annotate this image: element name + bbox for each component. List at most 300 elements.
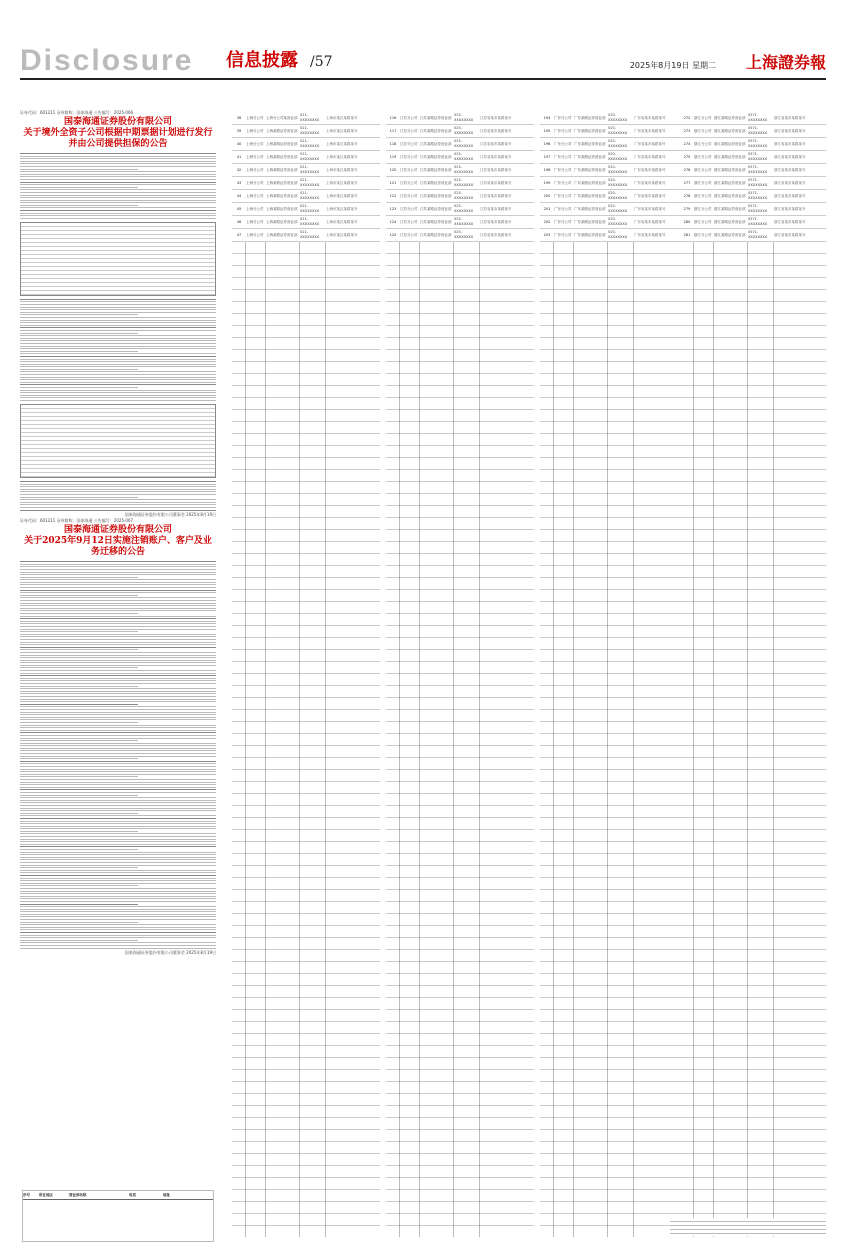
- table-cell: 江苏省某市某路某号: [480, 141, 512, 146]
- text-line: [20, 761, 216, 762]
- text-line: [20, 374, 216, 375]
- text-line: [20, 802, 216, 803]
- text-line: [20, 782, 216, 783]
- text-line: [20, 595, 138, 596]
- table-cell: 广东省某市某路某号: [634, 193, 666, 198]
- info-table: [20, 404, 216, 478]
- article-title: [20, 525, 216, 558]
- text-line: [20, 330, 216, 331]
- table-cell: 广东分公司: [554, 167, 572, 172]
- text-line: [20, 397, 216, 398]
- text-line: [20, 660, 216, 661]
- table-cell: 浙江省某市某路某号: [774, 167, 806, 172]
- text-line: [20, 730, 216, 731]
- table-cell: 广东某路证券营业部: [574, 128, 606, 133]
- table-cell: 浙江某路证券营业部: [714, 167, 746, 172]
- table-cell: 广东分公司: [554, 141, 572, 146]
- table-cell: 浙江某路证券营业部: [714, 154, 746, 159]
- text-line: [20, 740, 138, 741]
- table-cell: 021-XXXXXXXX: [300, 178, 320, 187]
- table-cell: 021-XXXXXXXX: [300, 126, 320, 135]
- text-line: [20, 592, 216, 593]
- table-cell: 浙江某路证券营业部: [714, 219, 746, 224]
- text-line: [20, 200, 216, 201]
- text-line: [20, 166, 216, 167]
- text-line: [20, 839, 216, 840]
- text-line: [20, 813, 138, 814]
- text-line: [20, 706, 216, 707]
- text-line: [20, 634, 216, 635]
- table-cell: 广东分公司: [554, 154, 572, 159]
- table-cell: 198: [543, 167, 551, 172]
- text-line: [20, 600, 216, 601]
- table-cell: 江苏分公司: [400, 141, 418, 146]
- table-row: [232, 216, 380, 229]
- table-cell: 江苏某路证券营业部: [420, 154, 452, 159]
- table-cell: 025-XXXXXXXX: [454, 217, 474, 226]
- table-cell: 江苏分公司: [400, 193, 418, 198]
- text-line: [20, 686, 138, 687]
- table-cell: 广东某路证券营业部: [574, 193, 606, 198]
- text-line: [20, 304, 216, 305]
- table-cell: 江苏某路证券营业部: [420, 193, 452, 198]
- text-line: [20, 763, 216, 764]
- text-line: [20, 717, 216, 718]
- table-cell: 上海市某区某路某号: [326, 154, 358, 159]
- text-line: [20, 758, 138, 759]
- table-cell: 上海分公司: [246, 141, 264, 146]
- text-line: [20, 174, 216, 175]
- table-header-cell: 电话: [129, 1192, 136, 1197]
- text-line: [20, 937, 216, 938]
- text-line: [20, 844, 216, 845]
- section-title: 信息披露: [226, 50, 298, 71]
- text-line: [20, 218, 216, 219]
- text-line: [20, 927, 216, 928]
- text-line: [20, 215, 216, 216]
- table-cell: 021-XXXXXXXX: [300, 152, 320, 161]
- text-line: [20, 836, 216, 837]
- text-line: [20, 481, 216, 482]
- text-line: [20, 610, 216, 611]
- table-cell: 021-XXXXXXXX: [300, 139, 320, 148]
- table-cell: 上海分公司某营业部: [266, 115, 298, 120]
- table-cell: 江苏省某市某路某号: [480, 180, 512, 185]
- table-cell: 021-XXXXXXXX: [300, 191, 320, 200]
- article-body: [20, 153, 216, 219]
- table-row: [540, 177, 688, 190]
- table-cell: 上海分公司: [246, 232, 264, 237]
- text-line: [20, 566, 216, 567]
- table-row: [232, 138, 380, 151]
- text-line: [20, 945, 216, 946]
- table-cell: 上海某路证券营业部: [266, 193, 298, 198]
- table-cell: 浙江某路证券营业部: [714, 206, 746, 211]
- table-row: [540, 229, 688, 242]
- table-cell: 202: [543, 219, 551, 224]
- text-line: [20, 333, 138, 334]
- table-cell: 203: [543, 232, 551, 237]
- table-cell: 江苏分公司: [400, 219, 418, 224]
- table-row: [540, 125, 688, 138]
- text-line: [20, 774, 216, 775]
- text-line: [20, 608, 216, 609]
- text-line: [20, 353, 216, 354]
- table-cell: 020-XXXXXXXX: [608, 165, 628, 174]
- table-cell: 广东分公司: [554, 193, 572, 198]
- text-line: [20, 805, 216, 806]
- table-cell: 47: [236, 232, 242, 237]
- table-continuation: [386, 242, 534, 1237]
- text-line: [20, 652, 216, 653]
- text-line: [20, 213, 216, 214]
- text-line: [20, 179, 216, 180]
- text-line: [20, 346, 216, 347]
- article-body: [20, 561, 216, 948]
- text-line: [20, 366, 216, 367]
- text-line: [20, 621, 216, 622]
- table-cell: 273: [683, 128, 691, 133]
- table-row: [232, 164, 380, 177]
- text-line: [20, 828, 216, 829]
- table-cell: 广东省某市某路某号: [634, 206, 666, 211]
- text-line: [20, 153, 216, 154]
- table-row: [680, 190, 826, 203]
- text-line: [20, 878, 216, 879]
- small-table: [22, 1190, 214, 1242]
- text-line: [20, 497, 138, 498]
- text-line: [20, 205, 138, 206]
- table-cell: 39: [236, 128, 242, 133]
- text-line: [20, 322, 216, 323]
- table-cell: 020-XXXXXXXX: [608, 152, 628, 161]
- table-cell: 025-XXXXXXXX: [454, 113, 474, 122]
- table-cell: 025-XXXXXXXX: [454, 126, 474, 135]
- table-row: [386, 216, 534, 229]
- text-line: [20, 792, 216, 793]
- text-line: [20, 662, 216, 663]
- table-row: [386, 125, 534, 138]
- table-cell: 020-XXXXXXXX: [608, 178, 628, 187]
- logo-text: Disclosure: [20, 44, 194, 77]
- table-row: [540, 138, 688, 151]
- text-line: [20, 631, 138, 632]
- text-line: [20, 629, 216, 630]
- text-line: [20, 885, 138, 886]
- table-cell: 021-XXXXXXXX: [300, 113, 320, 122]
- text-line: [20, 815, 216, 816]
- text-line: [20, 898, 216, 899]
- table-cell: 江苏某路证券营业部: [420, 128, 452, 133]
- text-line: [20, 732, 216, 733]
- table-cell: 196: [543, 141, 551, 146]
- text-line: [20, 808, 216, 809]
- text-line: [20, 841, 216, 842]
- table-row: [232, 151, 380, 164]
- text-line: [20, 387, 138, 388]
- table-cell: 021-XXXXXXXX: [300, 165, 320, 174]
- article-body: [20, 481, 216, 511]
- table-row: [540, 151, 688, 164]
- text-line: [20, 800, 216, 801]
- text-line: [20, 356, 216, 357]
- table-cell: 38: [236, 115, 242, 120]
- text-line: [20, 379, 216, 380]
- table-row: [232, 203, 380, 216]
- table-cell: 浙江分公司: [694, 167, 712, 172]
- title-line: 国泰海通证券股份有限公司: [63, 525, 172, 536]
- text-line: [20, 189, 216, 190]
- table-cell: 江苏分公司: [400, 232, 418, 237]
- table-cell: 上海分公司: [246, 206, 264, 211]
- table-cell: 025-XXXXXXXX: [454, 191, 474, 200]
- text-line: [20, 603, 216, 604]
- table-cell: 广东某路证券营业部: [574, 219, 606, 224]
- text-line: [20, 712, 216, 713]
- article-meta: 证券代码：601211 证券简称：国泰海通 公告编号：2025-066: [20, 110, 134, 115]
- text-line: [20, 207, 216, 208]
- table-cell: 江苏某路证券营业部: [420, 206, 452, 211]
- table-cell: 122: [389, 193, 397, 198]
- text-line: [20, 161, 216, 162]
- table-cell: 上海某路证券营业部: [266, 141, 298, 146]
- table-row: [232, 229, 380, 242]
- table-cell: 广东省某市某路某号: [634, 167, 666, 172]
- table-cell: 025-XXXXXXXX: [454, 230, 474, 239]
- text-line: [20, 569, 216, 570]
- text-line: [20, 299, 216, 300]
- table-cell: 江苏省某市某路某号: [480, 167, 512, 172]
- text-line: [20, 351, 138, 352]
- text-line: [20, 942, 216, 943]
- text-line: [20, 771, 216, 772]
- table-header-cell: 营业部名称: [69, 1192, 87, 1197]
- table-cell: 上海分公司: [246, 219, 264, 224]
- text-line: [20, 688, 216, 689]
- table-cell: 江苏省某市某路某号: [480, 206, 512, 211]
- text-line: [20, 314, 138, 315]
- text-line: [20, 649, 138, 650]
- text-line: [20, 340, 216, 341]
- text-line: [20, 359, 216, 360]
- text-line: [20, 904, 138, 905]
- announcement-column: [20, 110, 216, 1240]
- text-line: [20, 859, 216, 860]
- table-cell: 广东某路证券营业部: [574, 206, 606, 211]
- table-cell: 广东分公司: [554, 128, 572, 133]
- table-cell: 江苏某路证券营业部: [420, 232, 452, 237]
- table-cell: 广东省某市某路某号: [634, 128, 666, 133]
- text-line: [20, 701, 216, 702]
- table-cell: 江苏分公司: [400, 180, 418, 185]
- table-cell: 021-XXXXXXXX: [300, 204, 320, 213]
- table-cell: 125: [389, 232, 397, 237]
- text-line: [20, 639, 216, 640]
- table-cell: 浙江分公司: [694, 206, 712, 211]
- table-cell: 浙江分公司: [694, 128, 712, 133]
- table-cell: 广东某路证券营业部: [574, 232, 606, 237]
- text-line: [20, 364, 216, 365]
- table-cell: 上海市某区某路某号: [326, 232, 358, 237]
- table-continuation: [680, 242, 826, 1237]
- table-cell: 201: [543, 206, 551, 211]
- table-cell: 上海某路证券营业部: [266, 167, 298, 172]
- text-line: [20, 888, 216, 889]
- table-cell: 上海分公司: [246, 180, 264, 185]
- table-cell: 江苏省某市某路某号: [480, 232, 512, 237]
- info-table: [20, 222, 216, 296]
- table-cell: 020-XXXXXXXX: [608, 113, 628, 122]
- table-cell: 上海市某区某路某号: [326, 167, 358, 172]
- text-line: [20, 691, 216, 692]
- table-row: [386, 151, 534, 164]
- table-cell: 274: [683, 141, 691, 146]
- text-line: [20, 169, 138, 170]
- table-cell: 278: [683, 193, 691, 198]
- text-line: [20, 561, 216, 562]
- table-cell: 浙江省某市某路某号: [774, 128, 806, 133]
- table-cell: 上海市某区某路某号: [326, 206, 358, 211]
- text-line: [20, 929, 216, 930]
- branch-table-column: [232, 112, 380, 1237]
- text-line: [20, 163, 216, 164]
- newspaper-brand: 上海證券報: [745, 53, 826, 72]
- text-line: [20, 309, 216, 310]
- table-cell: 025-XXXXXXXX: [454, 139, 474, 148]
- table-cell: 广东分公司: [554, 115, 572, 120]
- text-line: [20, 312, 216, 313]
- text-line: [20, 665, 216, 666]
- table-cell: 020-XXXXXXXX: [608, 204, 628, 213]
- table-cell: 江苏某路证券营业部: [420, 115, 452, 120]
- text-line: [20, 187, 138, 188]
- table-row: [680, 216, 826, 229]
- table-cell: 上海分公司: [246, 167, 264, 172]
- table-cell: 江苏分公司: [400, 115, 418, 120]
- text-line: [20, 797, 216, 798]
- text-line: [20, 348, 216, 349]
- table-cell: 025-XXXXXXXX: [454, 204, 474, 213]
- table-header-cell: 序号: [23, 1192, 30, 1197]
- table-cell: 上海分公司: [246, 154, 264, 159]
- table-cell: 浙江省某市某路某号: [774, 154, 806, 159]
- text-line: [20, 369, 138, 370]
- text-line: [20, 176, 216, 177]
- text-line: [20, 948, 216, 949]
- text-line: [20, 510, 216, 511]
- table-cell: 199: [543, 180, 551, 185]
- table-cell: 浙江某路证券营业部: [714, 232, 746, 237]
- text-line: [20, 901, 216, 902]
- text-line: [20, 909, 216, 910]
- article-meta: 证券代码：601211 证券简称：国泰海通 公告编号：2025-067: [20, 518, 134, 524]
- text-line: [20, 784, 216, 785]
- table-cell: 41: [236, 154, 242, 159]
- table-cell: 上海某路证券营业部: [266, 180, 298, 185]
- table-cell: 广东省某市某路某号: [634, 115, 666, 120]
- text-line: [20, 582, 216, 583]
- table-cell: 118: [389, 141, 397, 146]
- text-line: [20, 693, 216, 694]
- text-line: [20, 623, 216, 624]
- text-line: [20, 722, 138, 723]
- table-cell: 上海某路证券营业部: [266, 128, 298, 133]
- table-row: [386, 138, 534, 151]
- table-cell: 194: [543, 115, 551, 120]
- table-cell: 浙江分公司: [694, 232, 712, 237]
- table-cell: 280: [683, 219, 691, 224]
- table-row: [540, 216, 688, 229]
- table-cell: 广东某路证券营业部: [574, 141, 606, 146]
- table-cell: 浙江省某市某路某号: [774, 193, 806, 198]
- page-number: /57: [310, 54, 333, 70]
- text-line: [20, 613, 138, 614]
- table-row: [386, 203, 534, 216]
- table-cell: 广东分公司: [554, 232, 572, 237]
- table-cell: 江苏某路证券营业部: [420, 180, 452, 185]
- text-line: [20, 683, 216, 684]
- table-cell: 江苏省某市某路某号: [480, 128, 512, 133]
- text-line: [20, 810, 216, 811]
- table-cell: 上海分公司: [246, 115, 264, 120]
- text-line: [20, 382, 216, 383]
- table-cell: 上海市某区某路某号: [326, 141, 358, 146]
- text-line: [20, 709, 216, 710]
- table-cell: 025-XXXXXXXX: [454, 178, 474, 187]
- table-row: [680, 151, 826, 164]
- table-cell: 279: [683, 206, 691, 211]
- table-cell: 广东分公司: [554, 180, 572, 185]
- table-cell: 123: [389, 206, 397, 211]
- table-row: [386, 112, 534, 125]
- table-cell: 020-XXXXXXXX: [608, 230, 628, 239]
- text-line: [20, 699, 216, 700]
- text-line: [20, 823, 216, 824]
- table-cell: 江苏分公司: [400, 154, 418, 159]
- text-line: [20, 584, 216, 585]
- table-cell: 025-XXXXXXXX: [454, 152, 474, 161]
- text-line: [20, 644, 216, 645]
- text-line: [20, 673, 216, 674]
- text-line: [20, 854, 216, 855]
- text-line: [20, 670, 216, 671]
- table-cell: 197: [543, 154, 551, 159]
- table-cell: 45: [236, 206, 242, 211]
- table-cell: 广东某路证券营业部: [574, 180, 606, 185]
- text-line: [20, 787, 216, 788]
- title-line: 关于境外全资子公司根据中期票据计划进行发行: [23, 128, 213, 138]
- table-cell: 广东分公司: [554, 206, 572, 211]
- table-row: [386, 177, 534, 190]
- table-cell: 浙江某路证券营业部: [714, 115, 746, 120]
- text-line: [20, 605, 216, 606]
- text-line: [20, 725, 216, 726]
- text-line: [20, 574, 216, 575]
- text-line: [20, 392, 216, 393]
- table-cell: 121: [389, 180, 397, 185]
- table-cell: 浙江省某市某路某号: [774, 141, 806, 146]
- table-cell: 117: [389, 128, 397, 133]
- table-cell: 025-XXXXXXXX: [454, 165, 474, 174]
- table-cell: 46: [236, 219, 242, 224]
- table-cell: 上海市某区某路某号: [326, 128, 358, 133]
- text-line: [20, 616, 216, 617]
- table-cell: 广东省某市某路某号: [634, 141, 666, 146]
- table-row: [386, 164, 534, 177]
- table-cell: 0571-XXXXXXXX: [748, 204, 768, 213]
- table-cell: 43: [236, 180, 242, 185]
- text-line: [20, 642, 216, 643]
